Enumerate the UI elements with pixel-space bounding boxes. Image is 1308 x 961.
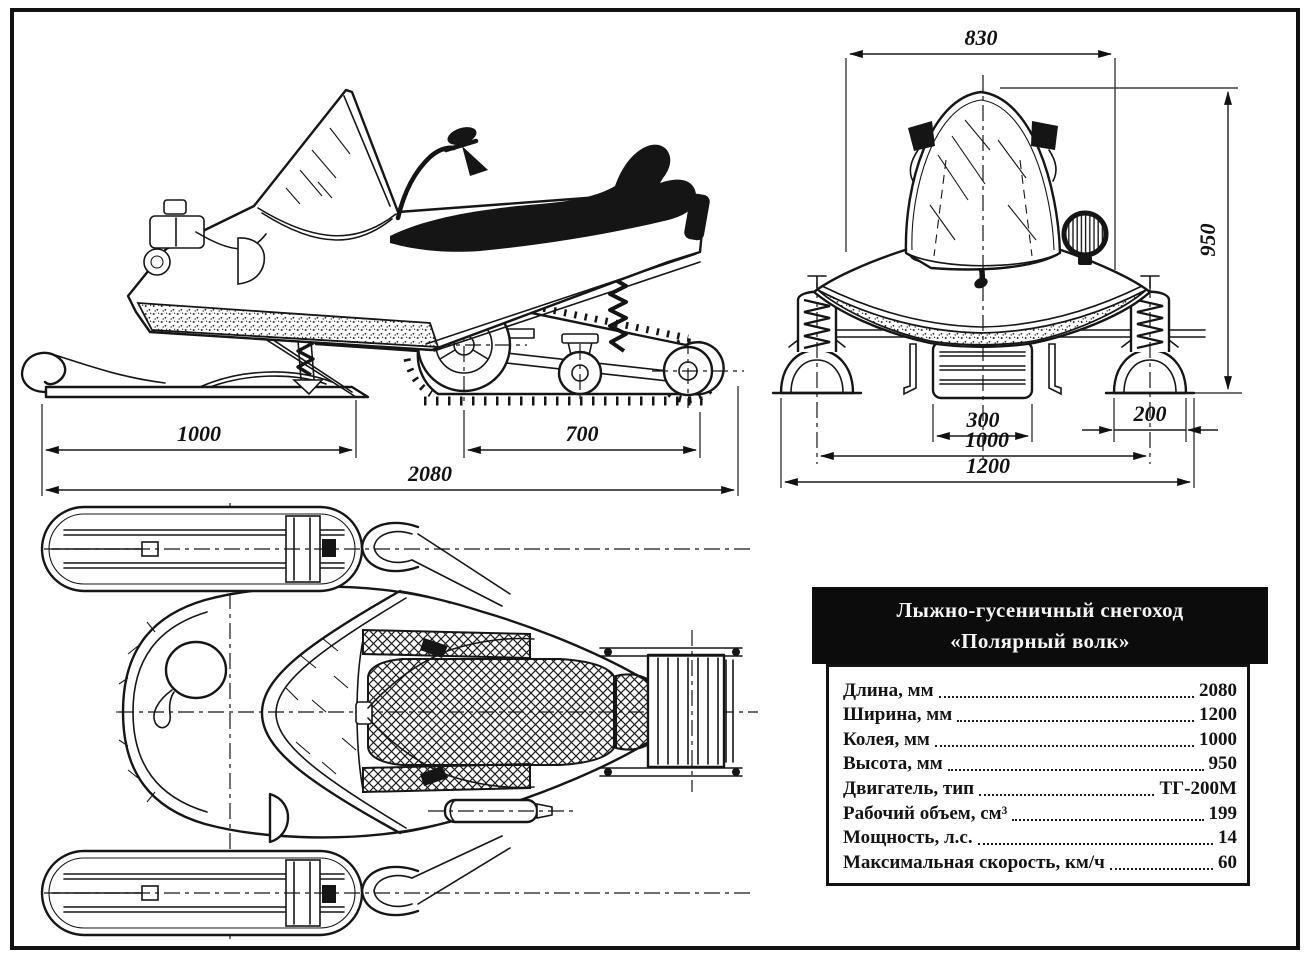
spec-row-label: Высота, мм: [843, 753, 943, 775]
dim-label-gauge: 1000: [965, 427, 1009, 452]
dim-label-ski-length: 1000: [177, 421, 221, 446]
spec-row-value: 1000: [1199, 728, 1237, 750]
dim-label-front-top-width: 830: [964, 25, 998, 50]
spec-table: [812, 587, 1268, 886]
spec-row-label: Длина, мм: [843, 679, 934, 701]
spec-row-value: 1200: [1199, 704, 1237, 726]
spec-table-title: [812, 587, 1268, 664]
side-view-drawing: [22, 90, 744, 496]
spec-title-line2: «Полярный волк»: [950, 628, 1130, 653]
dotted-leader: [948, 769, 1204, 771]
dim-label-ski-width: 200: [1133, 401, 1167, 426]
spec-row: [843, 726, 1237, 751]
spec-row-value: 950: [1208, 753, 1237, 775]
spec-row: [843, 677, 1237, 702]
top-ski-upper: [42, 507, 510, 606]
spec-row-value: 14: [1218, 827, 1237, 849]
spec-row: [843, 775, 1237, 800]
spec-row: [843, 800, 1237, 825]
front-mirror-left: [908, 121, 935, 151]
spec-row-label: Ширина, мм: [843, 704, 953, 726]
dotted-leader: [939, 696, 1194, 698]
spec-row: [843, 751, 1237, 776]
spec-row-label: Мощность, л.с.: [843, 827, 973, 849]
side-handlebar: [398, 124, 488, 218]
spec-row-label: Двигатель, тип: [843, 777, 975, 799]
dotted-leader: [935, 745, 1194, 747]
top-exhaust: [428, 800, 578, 822]
dim-label-overall-width: 1200: [966, 453, 1010, 478]
dim-label-track-width: 300: [966, 407, 1000, 432]
dotted-leader: [1110, 868, 1213, 870]
spec-row: [843, 849, 1237, 874]
spec-row: [843, 702, 1237, 727]
dotted-leader: [979, 794, 1154, 796]
dotted-leader: [957, 720, 1194, 722]
top-fuel-hatch: [166, 642, 226, 698]
spec-row-value: 2080: [1199, 679, 1237, 701]
spec-row-value: 199: [1208, 802, 1237, 824]
dim-label-overall-length: 2080: [408, 461, 452, 486]
dotted-leader: [1012, 819, 1203, 821]
spec-row-label: Рабочий объем, см³: [843, 802, 1008, 824]
spec-title-line1: Лыжно-гусеничный снегоход: [896, 598, 1184, 623]
dim-label-front-height: 950: [1195, 223, 1220, 257]
dim-label-track-length: 700: [565, 421, 599, 446]
spec-table-body: [826, 664, 1250, 886]
spec-row-value: ТГ-200М: [1159, 777, 1237, 799]
top-ski-lower: [42, 836, 510, 935]
spec-row: [843, 825, 1237, 850]
front-mirror-right: [1031, 121, 1058, 150]
side-dimensions: [42, 386, 738, 496]
spec-row-label: Колея, мм: [843, 728, 930, 750]
spec-row-value: 60: [1218, 851, 1237, 873]
dotted-leader: [978, 843, 1213, 845]
spec-row-label: Максимальная скорость, км/ч: [843, 851, 1105, 873]
top-view-drawing: [42, 503, 758, 940]
front-view-drawing: [773, 25, 1242, 488]
